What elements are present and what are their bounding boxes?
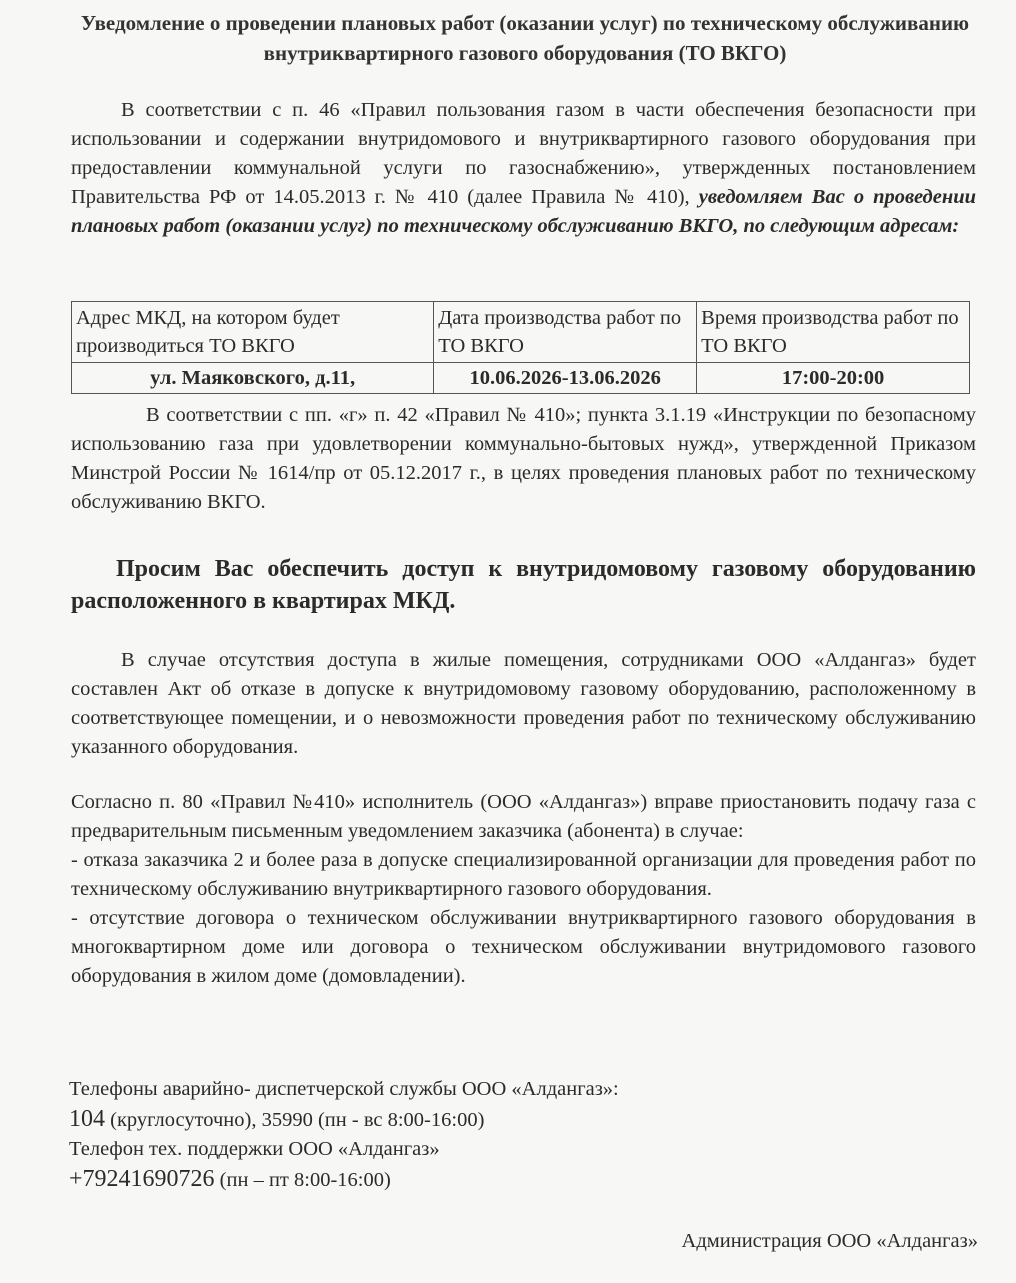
header-address: Адрес МКД, на котором будет производиться ТО ВКГО [72, 302, 434, 363]
schedule-table [71, 301, 970, 394]
support-number: +79241690726 [69, 1166, 215, 1192]
signature: Администрация ООО «Алдангаз» [681, 1230, 978, 1252]
cell-address: ул. Маяковского, д.11, [72, 363, 434, 394]
access-request: Просим Вас обеспечить доступ к внутридомовому газовому оборудованию расположенного в квартирах МКД. [71, 556, 976, 614]
table-header-row [72, 302, 970, 363]
legal-basis-paragraph: В соответствии с пп. «г» п. 42 «Правил № 410»; пункта 3.1.19 «Инструкции по безопасному использованию газа при удовлетворении коммунально-бытовых нужд», утвержденной Приказом Минстрой России № 1614/пр от 05.12.2017 г., в целях проведения плановых работ по техническому обслуживанию ВКГО. [71, 404, 976, 513]
intro-text: В соответствии с п. 46 «Правил пользования газом в части обеспечения безопасности при использовании и содержании внутридомового и внутриквартирного газового оборудования при предоставлении коммунальной услуги по газоснабжению», утвержденных постановлением Правительства РФ от 14.05.2013 г. № 410 (далее Правила № 410), [71, 99, 976, 208]
cell-time: 17:00-20:00 [697, 363, 970, 394]
support-hours: (пн – пт 8:00-16:00) [214, 1169, 391, 1191]
support-phone [69, 1165, 969, 1195]
emergency-phones [69, 1105, 969, 1135]
contacts-block [69, 1075, 969, 1195]
suspension-paragraph [71, 788, 976, 991]
suspension-intro: Согласно п. 80 «Правил №410» исполнитель (ООО «Алдангаз») вправе приостановить подачу газа с предварительным письменным уведомлением заказчика (абонента) в случае: [71, 791, 976, 842]
intro-emphasis: уведомляем Вас о проведении плановых работ (оказании услуг) по техническому обслуживанию ВКГО, по следующим адресам: [71, 186, 976, 237]
list-item: - отказа заказчика 2 и более раза в допуске специализированной организации для проведения работ по техническому обслуживанию внутриквартирного газового оборудования. [71, 849, 976, 900]
intro-paragraph [71, 96, 976, 241]
header-date: Дата производства работ по ТО ВКГО [434, 302, 697, 363]
table-row [72, 363, 970, 394]
support-label: Телефон тех. поддержки ООО «Алдангаз» [69, 1138, 440, 1160]
emergency-number: 104 [69, 1106, 105, 1132]
cell-date: 10.06.2026-13.06.2026 [434, 363, 697, 394]
no-access-paragraph: В случае отсутствия доступа в жилые помещения, сотрудниками ООО «Алдангаз» будет составлен Акт об отказе в допуске к внутридомовому газовому оборудованию, расположенному в соответствующее помещении, и о невозможности проведения работ по техническому обслуживанию указанного оборудования. [71, 649, 976, 758]
document-title: Уведомление о проведении плановых работ (оказании услуг) по техническому обслуживанию внутриквартирного газового оборудования (ТО ВКГО) [80, 11, 970, 65]
header-time: Время производства работ по ТО ВКГО [697, 302, 970, 363]
emergency-label: Телефоны аварийно- диспетчерской службы ООО «Алдангаз»: [69, 1078, 619, 1100]
list-item: - отсутствие договора о техническом обслуживании внутриквартирного газового оборудования в многоквартирном доме или договора о техническом обслуживании внутридомового газового оборудования в жилом доме (домовладении). [71, 907, 976, 987]
emergency-hours: (круглосуточно), 35990 (пн - вс 8:00-16:00) [105, 1109, 485, 1131]
